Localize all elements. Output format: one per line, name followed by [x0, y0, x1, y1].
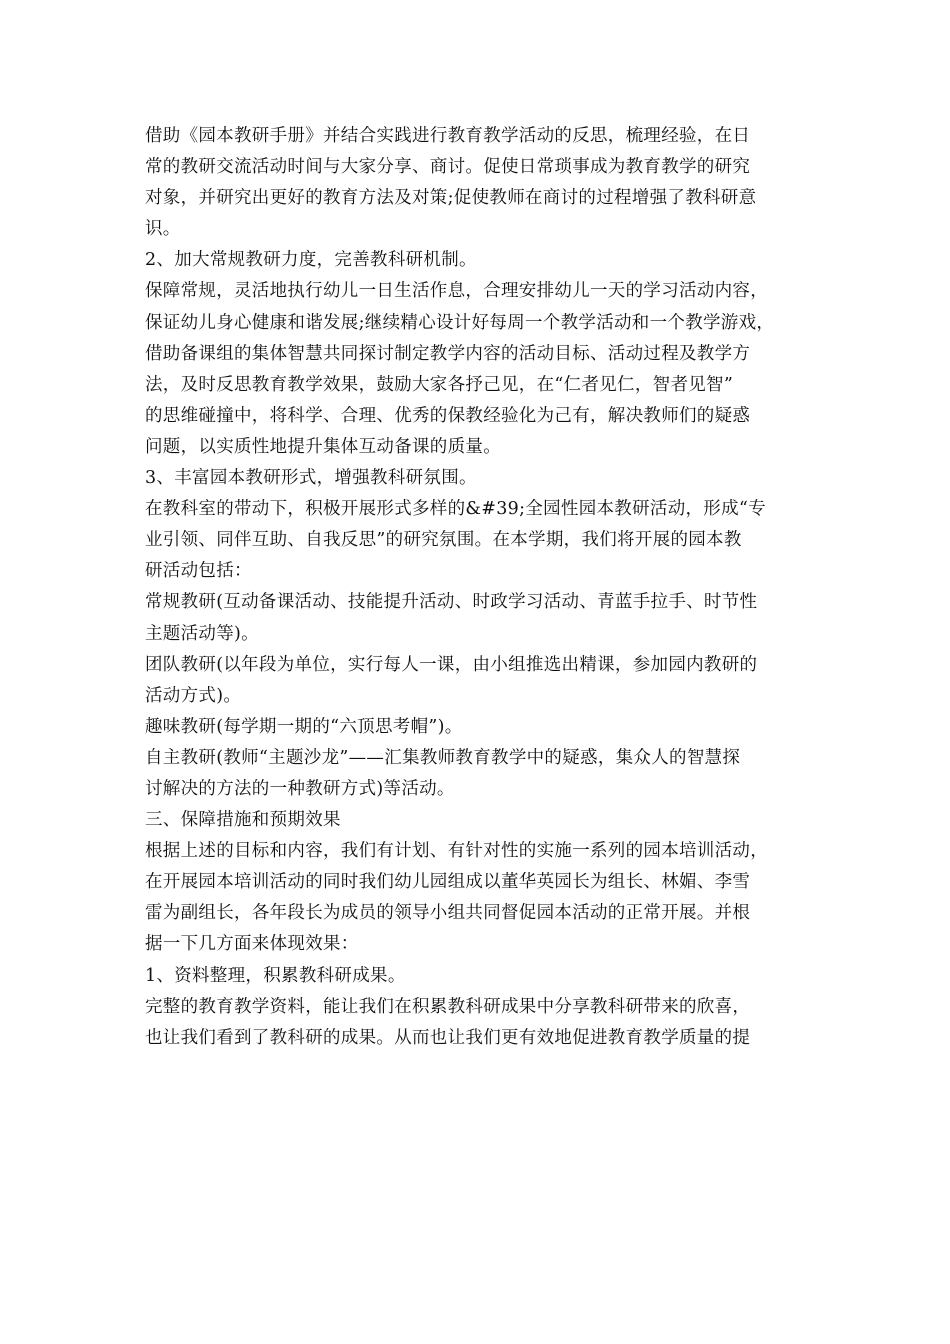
document-body: [145, 121, 815, 1054]
text-line: 业引领、同伴互助、自我反思”的研究氛围。在本学期，我们将开展的园本教: [145, 530, 742, 551]
text-line: 团队教研(以年段为单位，实行每人一课，由小组推选出精课，参加园内教研的: [145, 654, 758, 675]
text-line: 根据上述的目标和内容，我们有计划、有针对性的实施一系列的园本培训活动，: [145, 841, 768, 862]
text-line: 活动方式)。: [145, 685, 242, 706]
text-line: 保障常规，灵活地执行幼儿一日生活作息，合理安排幼儿一天的学习活动内容，: [145, 281, 768, 302]
text-line: 完整的教育教学资料，能让我们在积累教科研成果中分享教科研带来的欣喜，: [145, 996, 751, 1017]
section-heading: 2、加大常规教研力度，完善教科研机制。: [145, 250, 477, 271]
text-line: 主题活动等)。: [145, 623, 259, 644]
section-heading: 三、保障措施和预期效果: [145, 810, 341, 831]
text-line: 在教科室的带动下，积极开展形式多样的&#39;全园性园本教研活动，形成“专: [145, 499, 766, 520]
text-line: 研活动包括：: [145, 561, 252, 582]
text-line: 问题，以实质性地提升集体互动备课的质量。: [145, 436, 501, 457]
text-line: 识。: [145, 219, 181, 240]
text-line: 雷为副组长，各年段长为成员的领导小组共同督促园本活动的正常开展。并根: [145, 903, 751, 924]
text-line: 常规教研(互动备课活动、技能提升活动、时政学习活动、青蓝手拉手、时节性: [145, 592, 758, 613]
text-line: 自主教研(教师“主题沙龙”——汇集教师教育教学中的疑惑，集众人的智慧探: [145, 747, 741, 768]
text-line: 常的教研交流活动时间与大家分享、商讨。促使日常琐事成为教育教学的研究: [145, 157, 751, 178]
text-line: 法，及时反思教育教学效果，鼓励大家各抒己见，在“仁者见仁，智者见智”: [145, 374, 734, 395]
text-line: 借助《园本教研手册》并结合实践进行教育教学活动的反思，梳理经验，在日: [145, 126, 751, 146]
text-line: 据一下几方面来体现效果：: [145, 934, 359, 955]
text-line: 对象，并研究出更好的教育方法及对策;促使教师在商讨的过程增强了教科研意: [145, 188, 757, 209]
text-line: 的思维碰撞中，将科学、合理、优秀的保教经验化为己有，解决教师们的疑惑: [145, 405, 751, 426]
text-line: 保证幼儿身心健康和谐发展;继续精心设计好每周一个教学活动和一个教学游戏，: [145, 312, 775, 333]
text-line: 也让我们看到了教科研的成果。从而也让我们更有效地促进教育教学质量的提: [145, 1027, 751, 1048]
section-heading: 3、丰富园本教研形式，增强教科研氛围。: [145, 468, 477, 489]
section-heading: 1、资料整理，积累教科研成果。: [145, 965, 406, 986]
text-line: 在开展园本培训活动的同时我们幼儿园组成以董华英园长为组长、林媚、李雪: [145, 872, 751, 893]
text-line: 趣味教研(每学期一期的“六顶思考帽”)。: [145, 716, 463, 737]
text-line: 讨解决的方法的一种教研方式)等活动。: [145, 778, 455, 799]
text-line: 借助备课组的集体智慧共同探讨制定教学内容的活动目标、活动过程及教学方: [145, 343, 751, 364]
